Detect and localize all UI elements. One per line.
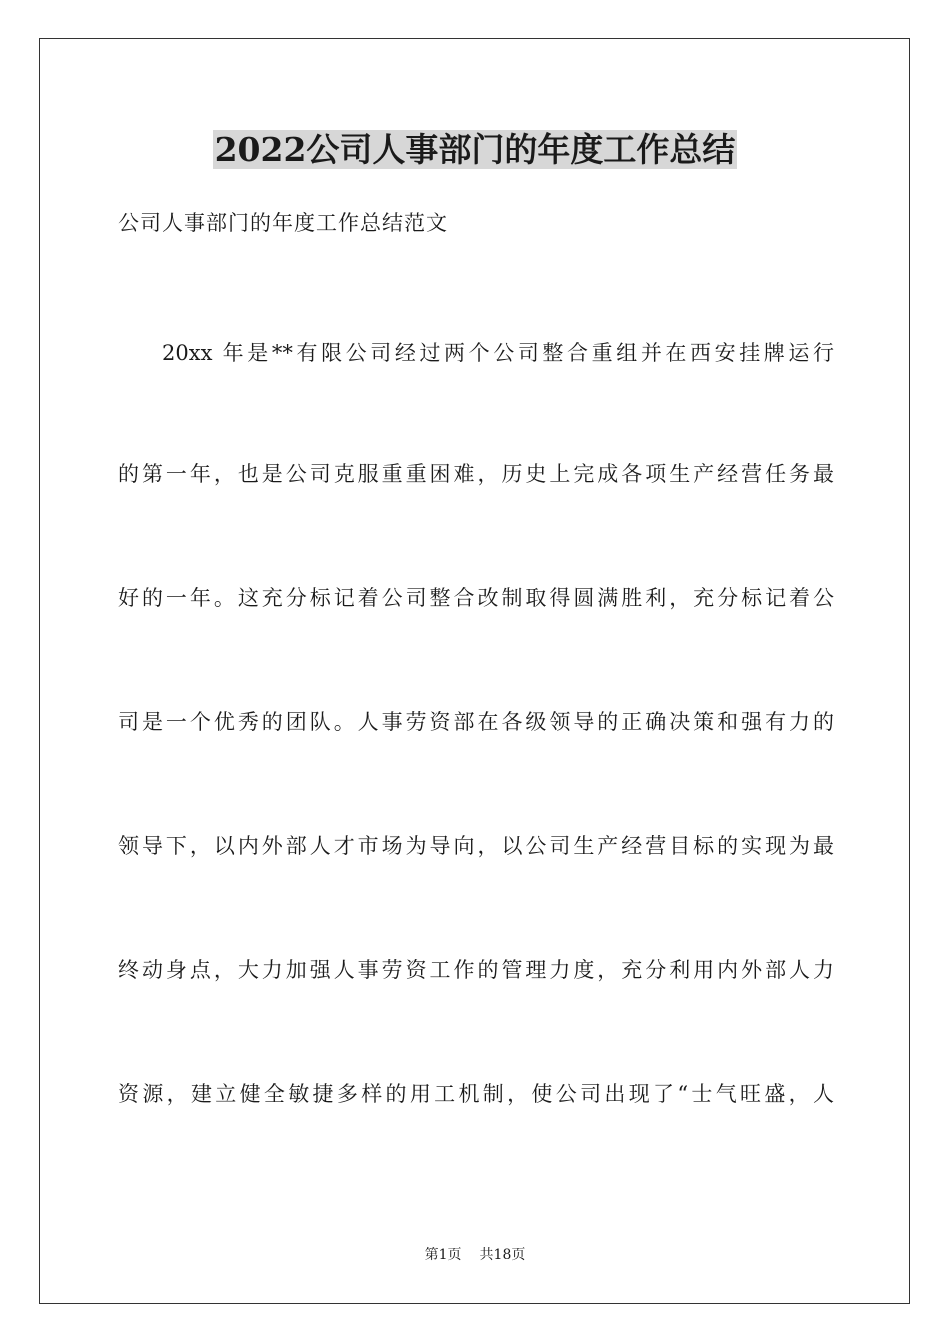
body-line: 的第一年，也是公司克服重重困难，历史上完成各项生产经营任务最 <box>118 462 834 486</box>
body-line: 领导下，以内外部人才市场为导向，以公司生产经营目标的实现为最 <box>118 834 834 858</box>
page-number-current: 第1页 <box>424 1247 462 1263</box>
body-line: 司是一个优秀的团队。人事劳资部在各级领导的正确决策和强有力的 <box>118 710 834 734</box>
document-title <box>0 128 950 172</box>
body-line: 好的一年。这充分标记着公司整合改制取得圆满胜利，充分标记着公 <box>118 586 834 610</box>
body-line: 终动身点，大力加强人事劳资工作的管理力度，充分利用内外部人力 <box>118 958 834 982</box>
body-line: 资源，建立健全敏捷多样的用工机制，使公司出现了“士气旺盛，人 <box>118 1082 834 1106</box>
document-title-text: 2022公司人事部门的年度工作总结 <box>214 130 736 169</box>
page-footer <box>0 1245 950 1265</box>
page-number-total: 共18页 <box>479 1247 526 1263</box>
body-line: 20xx 年是**有限公司经过两个公司整合重组并在西安挂牌运行 <box>162 341 834 365</box>
document-subtitle: 公司人事部门的年度工作总结范文 <box>118 211 448 235</box>
